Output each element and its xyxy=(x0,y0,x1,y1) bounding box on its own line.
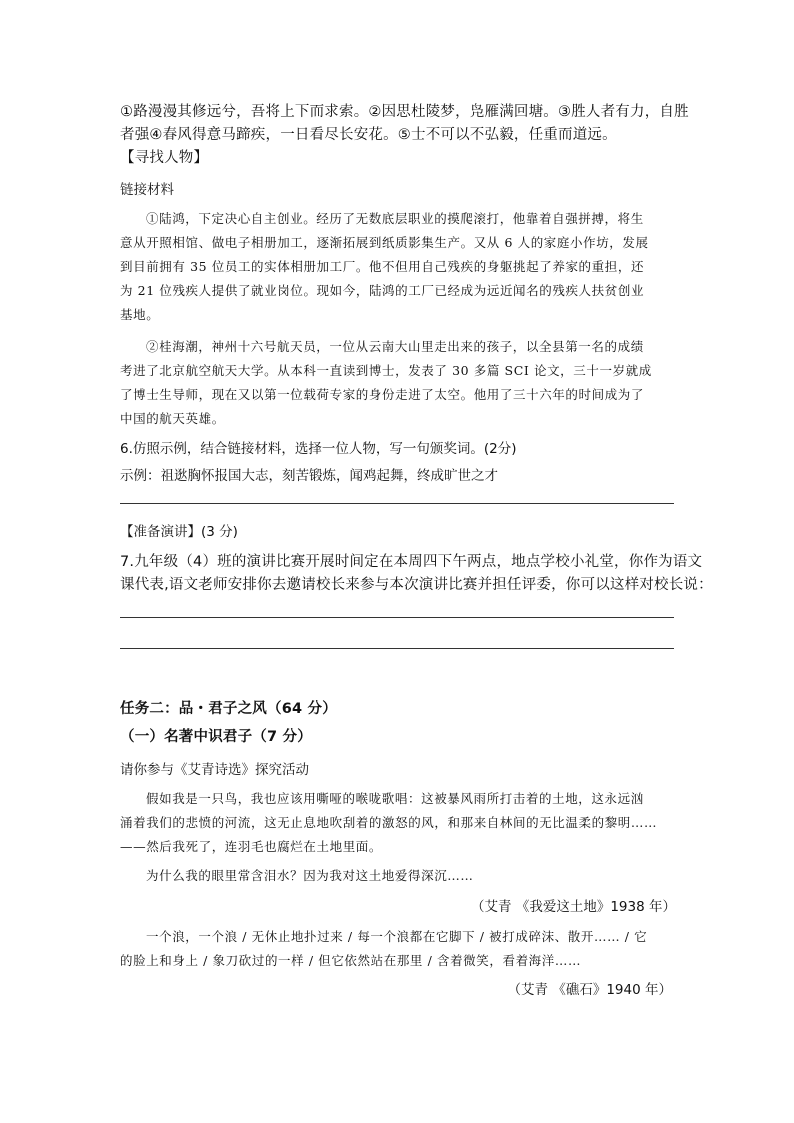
poem1-line: 假如我是一只鸟，我也应该用嘶哑的喉咙歌唱：这被暴风雨所打击着的土地，这永远汹 xyxy=(146,791,644,806)
poem1-line: ——然后我死了，连羽毛也腐烂在土地里面。 xyxy=(120,839,383,854)
poem2-line: 一个浪，一个浪 / 无休止地扑过来 / 每一个浪都在它脚下 / 被打成碎沫、散开…… / 它 xyxy=(146,929,648,944)
material1-line: 意从开照相馆、做电子相册加工，逐渐拓展到纸质影集生产。又从 6 人的家庭小作坊，发展 xyxy=(120,235,649,250)
answer-line[interactable] xyxy=(120,617,674,618)
poem1-closing: 为什么我的眼里常含泪水？因为我对这土地爱得深沉…… xyxy=(146,868,474,883)
poem-line: 者强④春风得意马蹄疾，一日看尽长安花。⑤士不可以不弘毅，任重而道远。 xyxy=(120,127,617,143)
poem1-line: 涌着我们的悲愤的河流，这无止息地吹刮着的激怒的风，和那来自林间的无比温柔的黎明…… xyxy=(120,815,658,830)
question-7-line: 7.九年级（4）班的演讲比赛开展时间定在本周四下午两点，地点学校小礼堂，你作为语文 xyxy=(120,554,703,570)
example-text: 示例：祖逖胸怀报国大志，刻苦锻炼，闻鸡起舞，终成旷世之才 xyxy=(120,468,498,484)
material1-line: ①陆鸿，下定决心自主创业。经历了无数底层职业的摸爬滚打，他靠着自强拼搏，将生 xyxy=(146,211,644,226)
poem2-line: 的脸上和身上 / 象刀砍过的一样 / 但它依然站在那里 / 含着微笑，看着海洋…… xyxy=(120,953,582,968)
section-heading-speech: 【准备演讲】(3 分) xyxy=(120,524,238,540)
question-6: 6.仿照示例，结合链接材料，选择一位人物，写一句颁奖词。(2分) xyxy=(120,441,517,457)
task2-intro: 请你参与《艾青诗选》探究活动 xyxy=(120,762,309,778)
material1-line: 为 21 位残疾人提供了就业岗位。现如今，陆鸿的工厂已经成为远近闻名的残疾人扶贫创业 xyxy=(120,283,645,298)
poem-line: ①路漫漫其修远兮，吾将上下而求索。②因思杜陵梦，凫雁满回塘。③胜人者有力，自胜 xyxy=(120,104,689,120)
material1-line: 基地。 xyxy=(120,307,160,322)
poem2-source: （艾青 《礁石》1940 年） xyxy=(507,982,672,998)
answer-line[interactable] xyxy=(120,648,674,649)
task2-heading: 任务二：品・君子之风（64 分） xyxy=(120,701,337,717)
question-7-line: 课代表,语文老师安排你去邀请校长来参与本次演讲比赛并担任评委，你可以这样对校长说： xyxy=(120,577,713,593)
task2-subheading: （一）名著中识君子（7 分） xyxy=(120,729,312,745)
material1-line: 到目前拥有 35 位员工的实体相册加工厂。他不但用自己残疾的身躯挑起了养家的重担，还 xyxy=(120,259,645,274)
material2-line: 考进了北京航空航天大学。从本科一直读到博士，发表了 30 多篇 SCI 论文，三十一岁就成 xyxy=(120,363,652,378)
section-heading-find-person: 【寻找人物】 xyxy=(120,150,209,166)
material2-line: 了博士生导师，现在又以第一位载荷专家的身份走进了太空。他用了三十六年的时间成为了 xyxy=(120,387,645,402)
material2-line: ②桂海潮，神州十六号航天员，一位从云南大山里走出来的孩子，以全县第一名的成绩 xyxy=(146,339,644,354)
material2-line: 中国的航天英雄。 xyxy=(120,411,225,426)
answer-line[interactable] xyxy=(120,503,674,504)
poem1-source: （艾青 《我爱这土地》1938 年） xyxy=(471,899,676,915)
material-label: 链接材料 xyxy=(120,182,174,198)
